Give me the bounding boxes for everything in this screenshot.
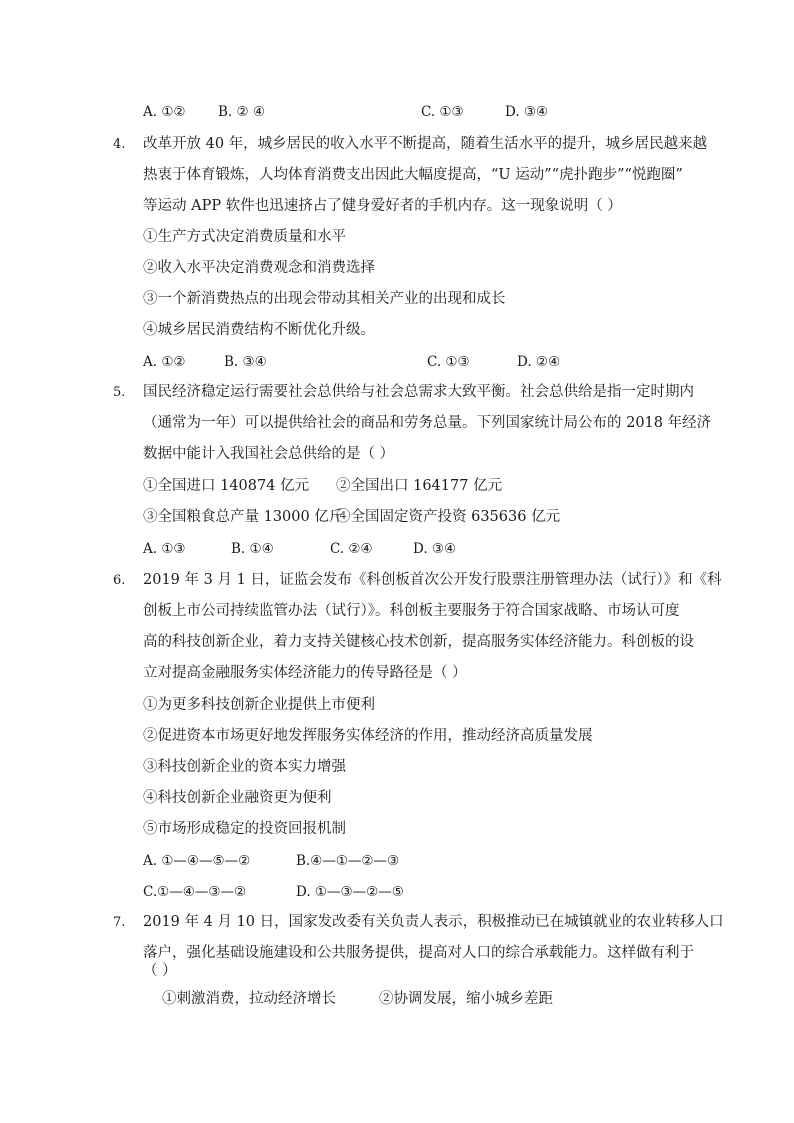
q4-stem-line-2: 热衷于体育锻炼，人均体育消费支出因此大幅度提高，“U 运动”“虎扑跑步”“悦跑圈”	[143, 167, 683, 183]
q6-item-1: ①为更多科技创新企业提供上市便利	[143, 697, 375, 713]
q6-item-5: ⑤市场形成稳定的投资回报机制	[143, 821, 346, 837]
q6-option-a: A. ①—④—⑤—②	[143, 853, 251, 869]
q5-item-1: ①全国进口 140874 亿元	[143, 478, 310, 494]
q6-stem-line-3: 高的科技创新企业，着力支持关键核心技术创新，提高服务实体经济能力。科创板的设	[143, 634, 694, 650]
q4-item-2: ②收入水平决定消费观念和消费选择	[143, 260, 375, 276]
q5-option-b: B. ①④	[231, 541, 274, 557]
q7-stem-line-1: 2019 年 4 月 10 日，国家发改委有关负责人表示，积极推动已在城镇就业的农业转移人口	[143, 914, 724, 930]
q6-stem-line-2: 创板上市公司持续监管办法（试行）》。科创板主要服务于符合国家战略、市场认可度	[143, 603, 680, 619]
q3-option-d: D. ③④	[505, 104, 549, 120]
q6-item-4: ④科技创新企业融资更为便利	[143, 790, 332, 806]
q4-stem-line-1: 改革开放 40 年，城乡居民的收入水平不断提高，随着生活水平的提升，城乡居民越来越	[143, 136, 708, 152]
q6-stem-line-4: 立对提高金融服务实体经济能力的传导路径是（ ）	[143, 665, 467, 681]
q3-option-b: B. ② ④	[218, 104, 265, 120]
q5-item-3: ③全国粮食总产量 13000 亿斤	[143, 509, 344, 525]
q5-option-d: D. ③④	[413, 541, 457, 557]
q7-number: 7.	[113, 915, 126, 930]
q6-option-b: B.④—①—②—③	[296, 853, 400, 869]
q4-number: 4.	[113, 137, 126, 152]
q3-option-c: C. ①③	[421, 104, 464, 120]
q4-option-d: D. ②④	[517, 354, 561, 370]
q6-item-2: ②促进资本市场更好地发挥服务实体经济的作用，推动经济高质量发展	[143, 728, 593, 744]
q7-item-2: ②协调发展，缩小城乡差距	[379, 991, 553, 1007]
q6-item-3: ③科技创新企业的资本实力增强	[143, 759, 346, 775]
q5-item-4: ④全国固定资产投资 635636 亿元	[336, 509, 561, 525]
q5-option-a: A. ①③	[143, 541, 186, 557]
q5-option-c: C. ②④	[330, 541, 373, 557]
q7-stem-line-3: （ ）	[143, 963, 177, 979]
q5-item-2: ②全国出口 164177 亿元	[336, 478, 503, 494]
q4-stem-line-3: 等运动 APP 软件也迅速挤占了健身爱好者的手机内存。这一现象说明（ ）	[143, 198, 622, 214]
q3-option-a: A. ①②	[143, 104, 186, 120]
q5-stem-line-1: 国民经济稳定运行需要社会总供给与社会总需求大致平衡。社会总供给是指一定时期内	[143, 384, 694, 400]
q5-number: 5.	[113, 385, 126, 400]
q4-item-1: ①生产方式决定消费质量和水平	[143, 229, 346, 245]
q5-stem-line-3: 数据中能计入我国社会总供给的是（ ）	[143, 446, 395, 462]
q5-stem-line-2: （通常为一年）可以提供给社会的商品和劳务总量。下列国家统计局公布的 2018 年经济	[143, 415, 712, 431]
q4-option-b: B. ③④	[224, 354, 267, 370]
q6-option-d: D. ①—③—②—⑤	[296, 884, 404, 900]
q6-option-c: C.①—④—③—②	[143, 884, 247, 900]
q4-option-c: C. ①③	[427, 354, 470, 370]
q6-number: 6.	[113, 573, 126, 588]
q7-item-1: ①刺激消费，拉动经济增长	[162, 991, 336, 1007]
q7-stem-line-2: 落户，强化基础设施建设和公共服务提供，提高对人口的综合承载能力。这样做有利于	[143, 945, 694, 961]
q4-item-3: ③一个新消费热点的出现会带动其相关产业的出现和成长	[143, 291, 506, 307]
q6-stem-line-1: 2019 年 3 月 1 日，证监会发布《科创板首次公开发行股票注册管理办法（试行）》和《科	[143, 572, 722, 588]
q4-item-4: ④城乡居民消费结构不断优化升级。	[143, 322, 375, 338]
q4-option-a: A. ①②	[143, 354, 186, 370]
